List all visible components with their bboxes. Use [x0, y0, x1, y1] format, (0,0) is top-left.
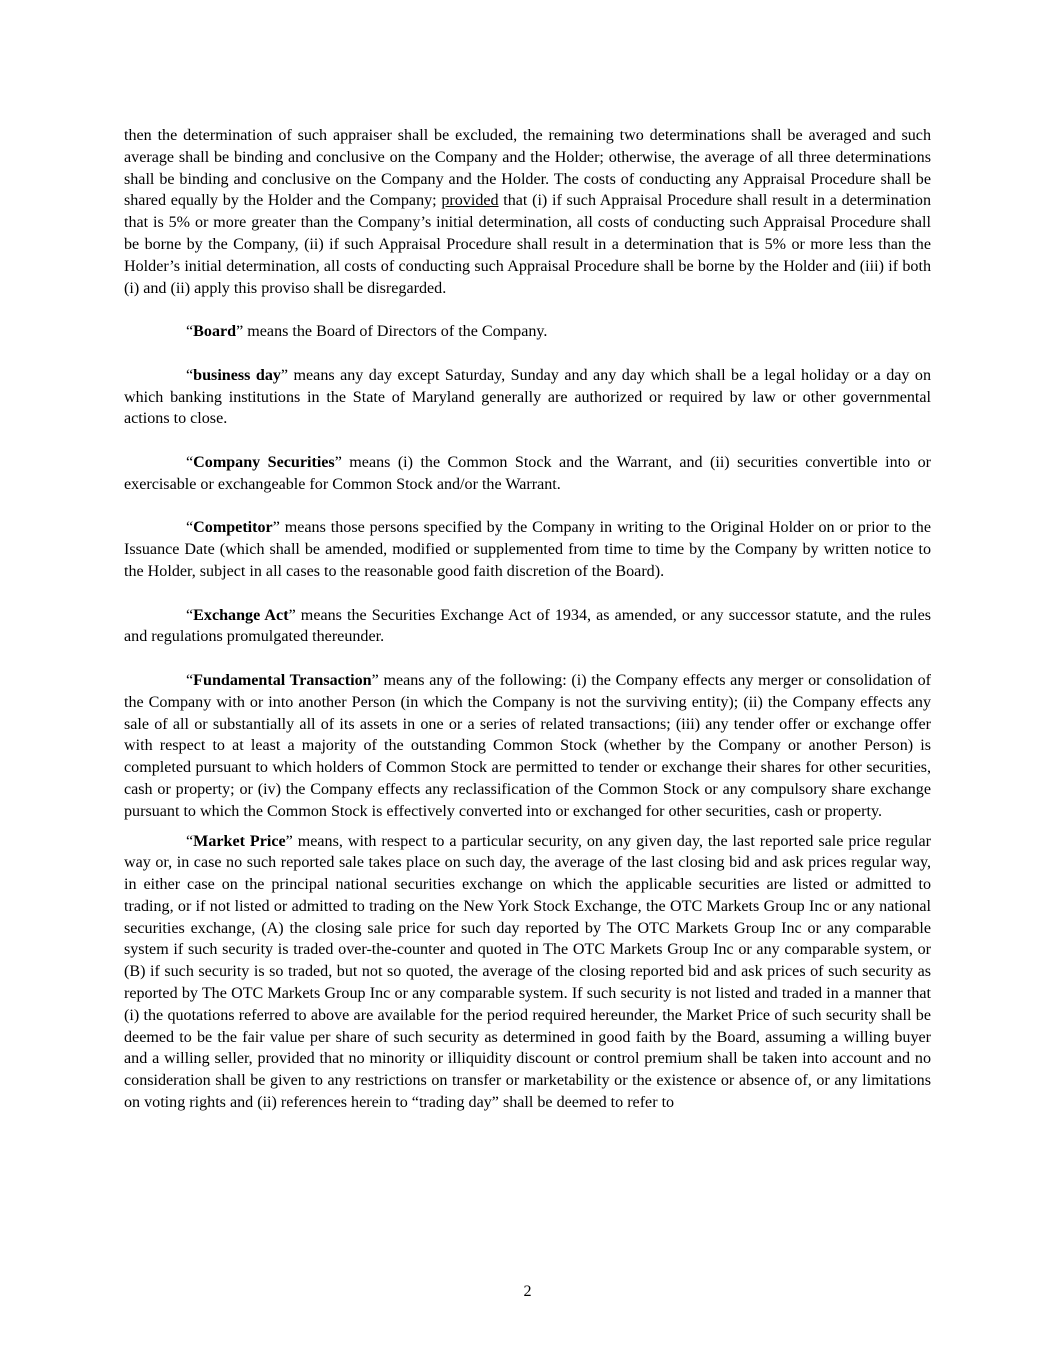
open-quote: “: [186, 519, 194, 537]
open-quote: “: [186, 453, 194, 471]
continuation-paragraph: [124, 125, 931, 299]
definition-text: ” means any day except Saturday, Sunday and any day which shall be a legal holiday or a day on which banking institutions in the State of Maryland generally are authorized or required by law or other governmental actions to close.: [124, 366, 931, 428]
definition-text: ” means any of the following: (i) the Company effects any merger or consolidation of the Company with or into another Person (in which the Company is not the surviving entity); (ii) the Company effects any sale of all or substantially all of its assets in one or a series of related transactions; (iii) any tender offer or exchange offer with respect to at least a majority of the outstanding Common Stock (whether by the Company or another Person) is completed pursuant to which holders of Common Stock are permitted to tender or exchange their shares for other securities, cash or property; or (iv) the Company effects any reclassification of the Common Stock or any compulsory share exchange pursuant to which the Common Stock is effectively converted into or exchanged for other securities, cash or property.: [124, 671, 931, 820]
provided-underlined: provided: [441, 192, 499, 210]
definition-text: ” means the Board of Directors of the Company.: [236, 323, 548, 341]
defined-term: Exchange Act: [193, 606, 289, 624]
open-quote: “: [186, 671, 194, 689]
definition-business-day: [124, 365, 931, 430]
open-quote: “: [186, 366, 194, 384]
defined-term: Company Securities: [193, 453, 335, 471]
defined-term: Market Price: [193, 832, 286, 850]
definition-fundamental-transaction: [124, 670, 931, 823]
defined-term: Competitor: [193, 519, 273, 537]
continuation-text-start: then the determination of such appraiser shall be excluded, the remaining two determinations shall be averaged and such average shall be binding and conclusive on the Company and the Holder; otherwise, the average of all three determinations shall be binding and conclusive on the Company and the Holder. The costs of conducting any Appraisal Procedure shall be shared equally by the Holder and the Company;: [124, 127, 931, 210]
open-quote: “: [186, 323, 194, 341]
open-quote: “: [186, 606, 194, 624]
definition-market-price: [124, 831, 931, 1114]
definition-text: ” means, with respect to a particular security, on any given day, the last reported sale price regular way or, in case no such reported sale takes place on such day, the average of the last closing bid and ask prices regular way, in either case on the principal national securities exchange on which the applicable securities are listed or admitted to trading, or if not listed or admitted to trading on the New York Stock Exchange, the OTC Markets Group Inc or any national securities exchange, (A) the closing sale price for such day reported by The OTC Markets Group Inc or any comparable system if such security is traded over-the-counter and quoted in The OTC Markets Group Inc or any comparable system, or (B) if such security is so traded, but not so quoted, the average of the closing reported bid and ask prices of such security as reported by The OTC Markets Group Inc or any comparable system. If such security is not listed and traded in a manner that (i) the quotations referred to above are available for the period required hereunder, the Market Price of such security shall be deemed to be the fair value per share of such security as determined in good faith by the Board, assuming a willing buyer and a willing seller, provided that no minority or illiquidity discount or control premium shall be taken into account and no consideration shall be given to any restrictions on transfer or marketability or the existence or absence of, or any limitations on voting rights and (ii) references herein to “trading day” shall be deemed to refer to: [124, 832, 931, 1112]
document-page: [124, 125, 931, 1114]
open-quote: “: [186, 832, 194, 850]
definition-exchange-act: [124, 605, 931, 649]
definition-company-securities: [124, 452, 931, 496]
continuation-text-end: that (i) if such Appraisal Procedure shall result in a determination that is 5% or more greater than the Company’s initial determination, all costs of conducting such Appraisal Procedure shall be borne by the Company, (ii) if such Appraisal Procedure shall result in a determination that is 5% or more less than the Holder’s initial determination, all costs of conducting such Appraisal Procedure shall be borne by the Holder and (iii) if both (i) and (ii) apply this proviso shall be disregarded.: [124, 192, 931, 297]
definition-competitor: [124, 517, 931, 582]
definition-text: ” means the Securities Exchange Act of 1934, as amended, or any successor statute, and the rules and regulations promulgated thereunder.: [124, 606, 931, 646]
definition-board: [124, 321, 931, 343]
defined-term: Board: [193, 323, 237, 341]
definition-text: ” means those persons specified by the Company in writing to the Original Holder on or prior to the Issuance Date (which shall be amended, modified or supplemented from time to time by the Company by written notice to the Holder, subject in all cases to the reasonable good faith discretion of the Board).: [124, 519, 931, 580]
defined-term: Fundamental Transaction: [193, 671, 372, 689]
defined-term: business day: [193, 366, 281, 384]
page-number: 2: [523, 1283, 532, 1300]
definition-text: ” means (i) the Common Stock and the Warrant, and (ii) securities convertible into or exercisable or exchangeable for Common Stock and/or the Warrant.: [124, 453, 931, 493]
